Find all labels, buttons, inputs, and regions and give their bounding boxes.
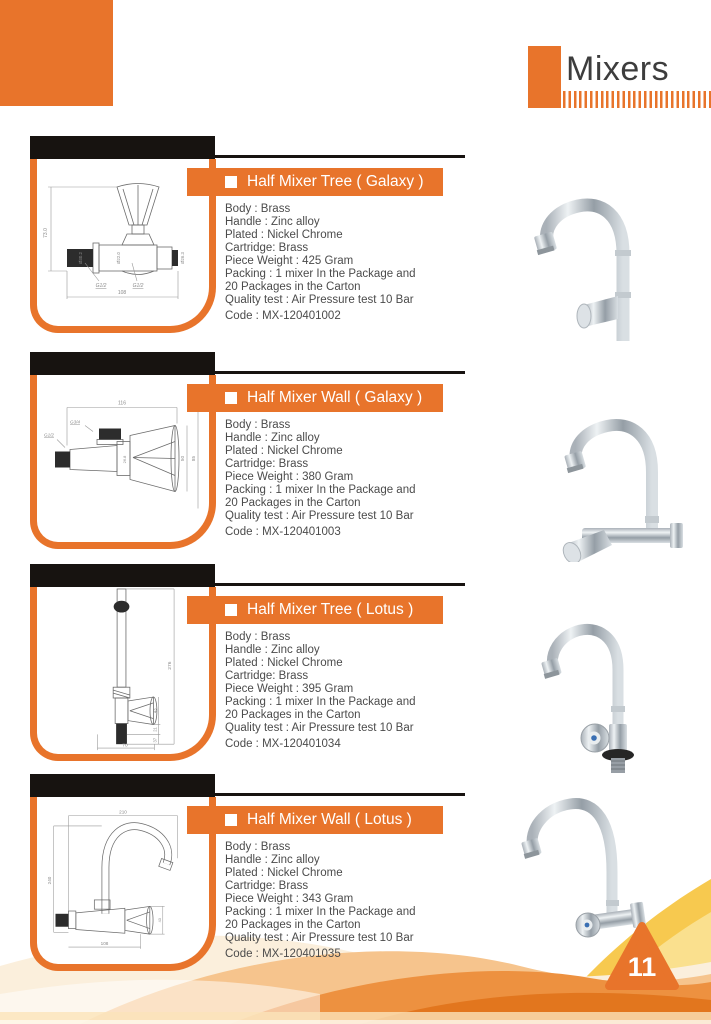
spec-line: Handle : Zinc alloy — [225, 854, 320, 866]
header-stripes-decoration — [563, 91, 711, 108]
spec-line: 20 Packages in the Carton — [225, 709, 361, 721]
spec-line: Quality test : Air Pressure test 10 Bar — [225, 294, 414, 306]
spec-line: Body : Brass — [225, 419, 291, 431]
product-title: Half Mixer Tree ( Lotus ) — [247, 601, 414, 618]
spec-line: Quality test : Air Pressure test 10 Bar — [225, 932, 414, 944]
spec-line: Piece Weight : 395 Gram — [225, 683, 354, 695]
product-section-2 — [0, 352, 711, 564]
dim-label: 116 — [118, 400, 126, 407]
spec-line: Cartridge: Brass — [225, 880, 309, 892]
product-title: Half Mixer Wall ( Galaxy ) — [247, 389, 423, 406]
spec-line: Piece Weight : 343 Gram — [225, 893, 354, 905]
section-black-line — [214, 155, 465, 158]
page-number: 11 — [627, 952, 657, 982]
dim-label: 43 — [152, 708, 158, 714]
section-black-bar — [30, 564, 215, 587]
dim-label: Ø30.2 — [78, 252, 83, 264]
dim-label: 85 — [191, 455, 196, 462]
product-title-banner — [187, 596, 443, 624]
spec-line: Handle : Zinc alloy — [225, 216, 320, 228]
spec-line: Plated : Nickel Chrome — [225, 867, 343, 879]
spec-line: Packing : 1 mixer In the Package and — [225, 484, 416, 496]
tech-drawing-angle-valve — [37, 159, 209, 326]
spec-line: Body : Brass — [225, 631, 291, 643]
spec-line: 20 Packages in the Carton — [225, 919, 361, 931]
dim-label: 43 — [156, 918, 162, 923]
spec-line: Handle : Zinc alloy — [225, 644, 320, 656]
spec-line: Plated : Nickel Chrome — [225, 445, 343, 457]
spec-list — [225, 419, 475, 539]
bullet-square-icon — [225, 392, 237, 404]
spec-list — [225, 841, 475, 961]
product-title-banner — [187, 168, 443, 196]
section-black-bar — [30, 352, 215, 375]
tech-drawing-tree-lotus — [37, 587, 209, 754]
spec-line: Packing : 1 mixer In the Package and — [225, 696, 416, 708]
dim-label: 210 — [119, 809, 127, 815]
spec-line: Quality test : Air Pressure test 10 Bar — [225, 722, 414, 734]
spec-line: 20 Packages in the Carton — [225, 497, 361, 509]
product-section-3 — [0, 564, 711, 776]
bullet-square-icon — [225, 604, 237, 616]
dim-label: G1/2 — [95, 283, 107, 289]
spec-line: Plated : Nickel Chrome — [225, 229, 343, 241]
spec-line: Code : MX-120401034 — [225, 738, 341, 750]
dim-label: 108 — [100, 941, 109, 947]
product-photo-tree-lotus — [500, 598, 700, 776]
product-title: Half Mixer Tree ( Galaxy ) — [247, 173, 424, 190]
dim-label: 50 — [180, 455, 185, 462]
spec-line: Cartridge: Brass — [225, 242, 309, 254]
spec-line: Code : MX-120401002 — [225, 310, 341, 322]
spec-line: Piece Weight : 425 Gram — [225, 255, 354, 267]
spec-line: Cartridge: Brass — [225, 670, 309, 682]
dim-label: Ø26.3 — [180, 252, 185, 264]
corner-orange-block — [0, 0, 113, 106]
dim-label: Ø22.0 — [116, 252, 121, 264]
spec-line: Handle : Zinc alloy — [225, 432, 320, 444]
spec-line: Piece Weight : 380 Gram — [225, 471, 354, 483]
dim-label: 21 — [152, 727, 158, 732]
dim-label: G1/2 — [132, 283, 144, 289]
product-photo-tree-galaxy — [505, 176, 695, 341]
dim-label: 73.0 — [43, 228, 49, 238]
spec-list — [225, 203, 475, 323]
spec-line: Plated : Nickel Chrome — [225, 657, 343, 669]
spec-line: Code : MX-120401035 — [225, 948, 341, 960]
tech-drawing-wall-valve — [37, 375, 209, 542]
spec-list — [225, 631, 475, 751]
tech-drawing-wall-lotus — [37, 797, 209, 964]
dim-label: G1/2 — [44, 432, 54, 438]
spec-line: Code : MX-120401003 — [225, 526, 341, 538]
page-title: Mixers — [566, 50, 670, 88]
dim-label: 108 — [117, 290, 127, 296]
dim-label: 70 — [122, 743, 128, 749]
spec-line: Packing : 1 mixer In the Package and — [225, 268, 416, 280]
spec-line: Body : Brass — [225, 841, 291, 853]
section-black-line — [214, 793, 465, 796]
spec-line: 20 Packages in the Carton — [225, 281, 361, 293]
product-title-banner — [187, 384, 443, 412]
dim-label: 240 — [46, 876, 52, 885]
section-black-bar — [30, 774, 215, 797]
section-black-bar — [30, 136, 215, 159]
spec-line: Cartridge: Brass — [225, 458, 309, 470]
spec-line: Quality test : Air Pressure test 10 Bar — [225, 510, 414, 522]
dim-label: G3/4 — [70, 419, 80, 425]
product-title-banner — [187, 806, 443, 834]
dim-label: 37 — [152, 737, 158, 743]
product-title: Half Mixer Wall ( Lotus ) — [247, 811, 412, 828]
page-number-badge — [603, 920, 681, 992]
section-black-line — [214, 583, 465, 586]
product-photo-wall-galaxy — [500, 392, 695, 562]
dim-label: 26.8 — [122, 455, 127, 464]
dim-label: 276 — [168, 661, 174, 670]
spec-line: Packing : 1 mixer In the Package and — [225, 906, 416, 918]
bullet-square-icon — [225, 814, 237, 826]
bullet-square-icon — [225, 176, 237, 188]
header-orange-square — [528, 46, 561, 108]
section-black-line — [214, 371, 465, 374]
spec-line: Body : Brass — [225, 203, 291, 215]
product-section-1 — [0, 136, 711, 348]
